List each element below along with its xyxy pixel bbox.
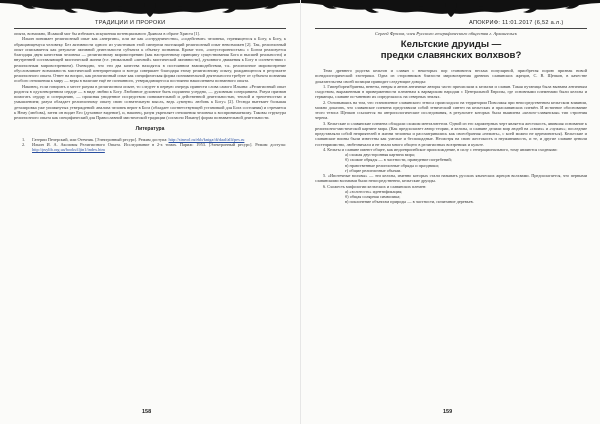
list-b xyxy=(315,189,587,205)
list-a-item: б) схожие обряды — в частности, праведение погребений; xyxy=(345,157,452,163)
article-title-line-2: предки славянских волхвов? xyxy=(380,50,522,61)
left-running-head: ТРАДИЦИИ И ПРОРОКИ xyxy=(95,20,166,26)
list-a-item: г) общие религиозные обычаи. xyxy=(345,167,402,173)
right-paragraph-0: Тема древнего родства кельтов и славян с некоторых пор становится весьма популярной, приобретая порою признак новой псевдоисторической эзотерики. Одна из сторонников близости мировоззрения древних славянских жрецов, С. В. Щепков, в качестве доказательства своей позиции приводит следующие доводы: xyxy=(315,68,587,84)
right-paragraph-4: 4. Кельты и славяне имеют общее, как индоевропейское происхождение, в силу с генерационального, тому являются сходными: xyxy=(323,146,558,152)
right-body-text xyxy=(315,68,587,205)
reference-link-2[interactable]: http://psylib.org.ua/books/iljin1/index.htm xyxy=(32,147,105,152)
reference-number: 1. xyxy=(22,136,26,142)
reference-text: Ильин И. А. Аксиомы Религиозного Опыта. Исследование в 2-х томах. Париж: 1953. [Электронный ресурс]. Режим доступа: xyxy=(32,141,286,147)
article-title xyxy=(341,39,561,61)
left-paragraph-0: опыта, возможно, Исаакий мог бы избежать искушения потенциального Дьявола в образе Христа [1]. xyxy=(14,31,201,36)
right-ornament-header xyxy=(301,0,600,20)
right-running-head: АПОКРИФ: 11:01.2017 (6,52 а.л.) xyxy=(469,20,564,26)
left-paragraph-1: Ильин понимает религиозный опыт как «анергию», или же как «сотрудничество», «содействие» человека, стремящегося к Богу, к Богу, к обращающемуся человеку. Без активности одного из участников этой синергии настоящий религиозный опыт невозможен [2]. Так, религиозный опыт описывается как результат активной деятельности субъекта к объекту познания. Кроме того, «потусторонностью» с Богом реализуется благодаря двум качествам человека — религиозному мировоззрению (как настроенному принципу существования Бога и высшей реальности) и внутренней составляющей мистической жизни (т.е. уникальной «личной» мистической активности), духовного движения к Богу в соответствии с религиозным мировоззрением). Очевидно, что эти два качества находятся в постоянном взаимодействии, т.к. религиозное мировоззрение обусловливает возможность мистической интерпретации и всегда совершает благодаря этому религиозному опыту, рождающегося в результате религиозного опыта. Ответ на вопрос, как религиозный опыт как специфическая форма познавательной деятельности требует от субъекта познания особого отношения к миру — веры в наличие ещё не познанного, утверждающегося постоянно накоплением познанного опыта. xyxy=(14,36,286,84)
left-paragraph-2: Наконец, если говорить о месте разума в религиозном опыте, то следует в первую очередь привести слова самого Ильина: «Религиозный опыт родится в одухотворенном сердце — в виде любви к Богу. Любовное духовное быть подлинно усердно, — духовным созерцанием. Разум призван помогать сердцу и созерцанию, — проясняя увиденное посредством понимательной и действенной деятельностью, теплой и трепетностью и умышлением; разум обладает религиозному опыту свою сознательную мысль, ведь «умную» любовь к Богу» [2]. Отсюда вытекает большая деталировка уже упомянутых утверждений: анализа человек верит в Бога (обладает соответствующей установкой для Бога состояния) и стремится к Нему (любовь), затем он видит Его (духовное видение), и, наконец, разум укрепляет отношения человека к воспринимаемому. Таковы структура религиозного опыта как специфический для Православной мистической традиции (согласно Ильину) форма познавательной деятельности. xyxy=(14,83,286,120)
right-paragraph-1: 1. Гипербореи/бриевы, венеты, невры и антов античные авторы часто причисляли к кельтам и славян. Такая путаница была вызвана античным сходством, выраженным в приверженности племенам к варварским народам с Центральной Европы, где основными племенами были кельты и германцы, славяне по-мнению их определялось на северных землях. xyxy=(315,83,587,100)
list-b-item: а) «золотость» идентификация; xyxy=(345,188,403,194)
right-page-number: 159 xyxy=(443,409,453,415)
right-header-rule xyxy=(315,28,587,29)
left-header-rule xyxy=(14,28,286,29)
left-page-number: 158 xyxy=(142,409,152,415)
article-author: Сергей Фролов, член Русского географического общества г. Архангельск xyxy=(375,31,517,36)
right-paragraph-6: 6. Схожесть мифологии кельтских и славянских племен: xyxy=(323,183,427,189)
article-title-line-1: Кельтские друиды — xyxy=(400,39,502,50)
right-paragraph-3: 3. Кельтские и славянские племена обладали схожим менталитетом. Одной из его характерных черт является жестокость, явившая основание к религиозно-мистической картине мира. (Как предполагает автор теории, и кельты, и славяне делили мир людей на «своих» и «чужих»; последние представляли собой неприятелей в жизни человека и рассматривались как своеобразная «нежить», с коей можно не церемониться). Кельтские и славянские воины были известны как умелые и беспощадные. Несмотря на свою жестокость и неуживчивость, и те, и другие славяне ценили гостеприимство, любезничали и не знали много общего в религиозных воззрениях и культе. xyxy=(315,120,587,147)
literature-heading: Литература xyxy=(135,126,165,133)
reference-text: Гатерии Печерский, или Отечник. [Электронный ресурс]. Режим доступа: xyxy=(32,136,168,142)
list-a-item: в) нравственные религиозные обряды и праздники; xyxy=(345,162,439,168)
right-paragraph-5: 5. «Ипотечные волхвы» — эти кельты, именно которых стали называть русских языческих жрецов волхвами. Предполагается, что первыми славянскими волхвами были непосредственно, кельтские друиды. xyxy=(315,173,587,184)
reference-number: 2. xyxy=(22,141,26,147)
right-paragraph-2: 2. Основываясь на том, что становление славянского этноса происходило на территории Поволжья при непосредственном кельтском влиянии, можно доказать, что славянское племена представили собой этнический синтез на кельтских и праславянских племён. И истинное обоснование этого тезиса Щепков ссылается на антропологические исследования, в результате которых была выявлена «кельто-славянская» тип строения черепа. xyxy=(315,99,587,121)
list-b-item: б) общая солярная символика; xyxy=(345,194,401,199)
reference-link-1[interactable]: http://simvol.ru/ekb/kniga/dt/daal/alli/pes.ru xyxy=(168,136,245,142)
left-body-text xyxy=(14,31,286,152)
list-b-item: в) поклонение объектам природы — в частности, почитание деревьев. xyxy=(345,199,474,205)
list-a-item: а) схожая двусторонняя картина мира; xyxy=(345,152,415,157)
right-page xyxy=(300,0,600,424)
list-a xyxy=(315,152,587,173)
left-ornament-header xyxy=(0,0,300,20)
reference-item-2 xyxy=(22,142,286,153)
